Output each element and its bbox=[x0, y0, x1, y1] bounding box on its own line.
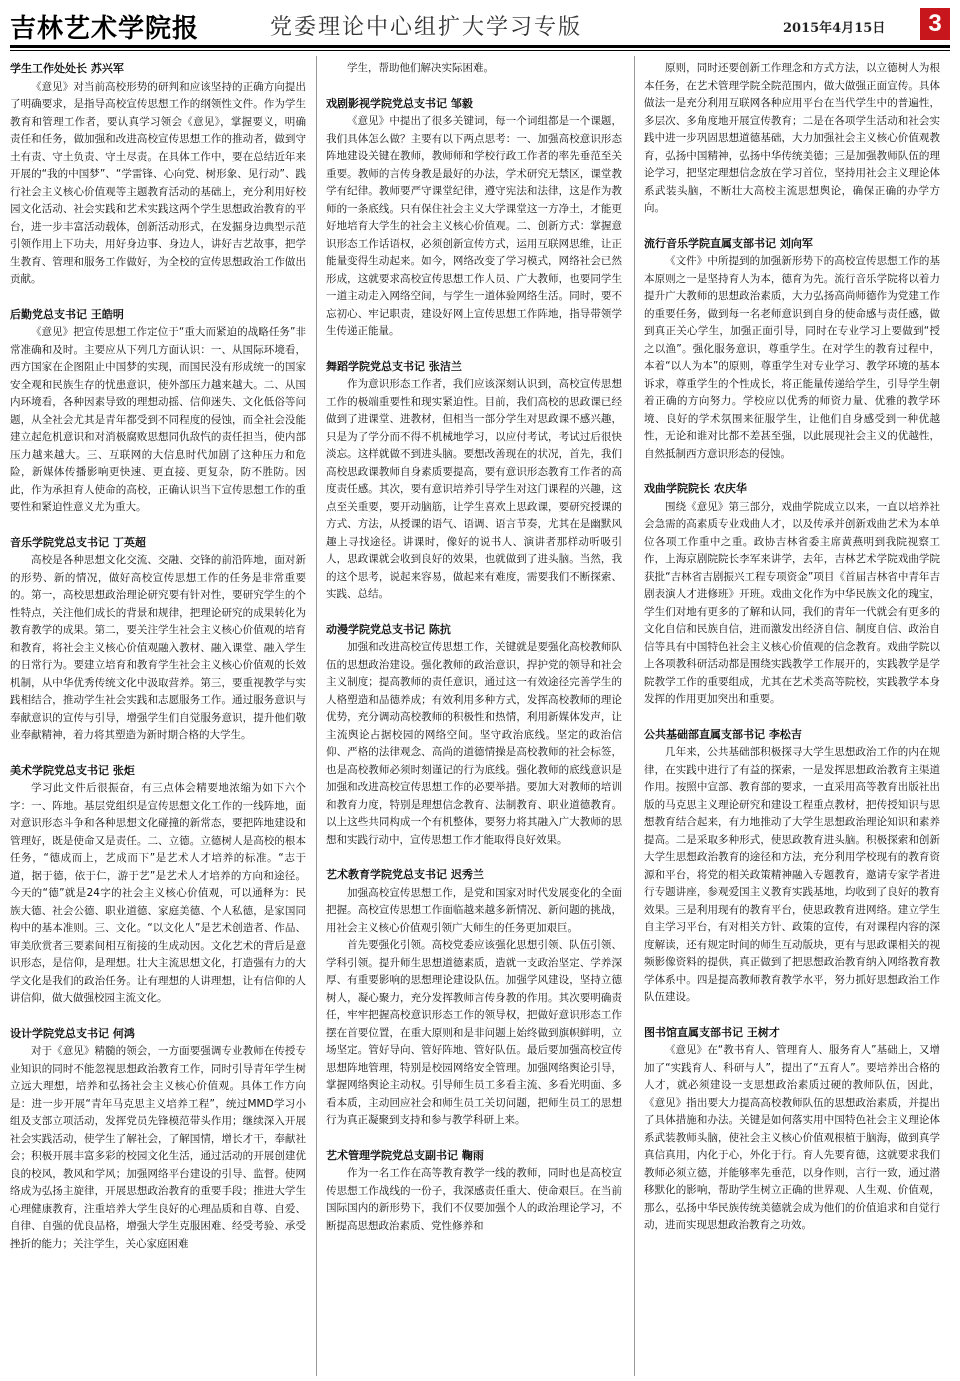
statement-paragraph: 作为意识形态工作者，我们应该深刻认识到，高校宣传思想工作的极端重要性和现实紧迫性。目前，我们高校的思政课已经做到了进课堂、进教材，但相当一部分学生对思政课不感兴趣，只是为了学分而不得不机械地学习，以应付考试，考试过后很快淡忘。这样就做不到进头脑。要想改善现在的状况，首先，我们高校思政课教师自身素质要提高，要有意识形态教育工作者的高度责任感。其次，要有意识培养引导学生对这门课程的兴趣，这点至关重要，要开动脑筋，让学生喜欢上思政课，要研究授课的方式、方法，从授课的语气、语调、语言节奏，尤其在是幽默风趣上寻找途径。讲课时，像好的说书人、演讲者那样动听吸引人，思政课就会收到良好的效果，也就做到了进头脑。当然，我的这个思考，说起来容易，做起来有难度，需要我们不断探索、实践、总结。 bbox=[326, 378, 622, 600]
speaker-heading: 美术学院党总支书记 张炬 bbox=[10, 763, 135, 777]
page-number-badge: 3 bbox=[920, 8, 950, 40]
statement-paragraph: 《意见》在“教书育人、管理育人、服务育人”基础上，又增加了“实践育人、科研与人”，提出了“五育人”。要培养出合格的人才，就必须建设一支思想政治素质过硬的教师队伍，因此，《意见》指出要大力提高高校教师队伍的思想政治素质，并提出了具体措施和办法。关键是如何落实用中国特色社会主义理论体系武装教师头脑，使社会主义核心价值观根植于脑海，做到真学真信真用，内化于心，外化于行。育人先要育德，这就要求我们教师必须立德，并能够率先垂范，以身作则，言行一致，通过潜移默化的影响，帮助学生树立正确的世界观、人生观、价值观，那么，弘扬中华民族传统美德就会成为他们的价值追求和自觉行动，进而实现思想政治教育之功效。 bbox=[644, 1044, 940, 1231]
section-title: 党委理论中心组扩大学习专版 bbox=[270, 15, 583, 40]
statement-paragraph: 围绕《意见》第三部分，戏曲学院成立以来，一直以培养社会急需的高素质专业戏曲人才，以及传承并创新戏曲艺术为本单位各项工作重中之重。政协吉林省委主席黄燕明到我院视察工作，上海京剧院院长李军来讲学，去年，吉林艺术学院戏曲学院获批“吉林省吉剧振兴工程专项资金”项目《首届吉林省中青年吉剧表演人才进修班》开班。戏曲文化作为中华民族文化的瑰宝，学生们对地有更多的了解和认同，我们的青年一代就会有更多的文化自信和民族自信，进而激发出经济自信、制度自信、政治自信等具有中国特色社会主义核心价值观的信念教育。戏曲学院以上各项教科研活动都是围绕实践教学工作展开的，实践教学是学院教学工作的重要组成，尤其在艺术类高等院校，实践教学本身发挥的作用更加突出和重要。 bbox=[644, 500, 940, 705]
issue-date: 2015年4月15日 bbox=[783, 21, 886, 36]
statement-paragraph: 《意见》把宣传思想工作定位于“重大而紧迫的战略任务”非常准确和及时。主要应从下列几方面认识：一、从国际环境看，西方国家在企图阻止中国梦的实现，而国民没有形成统一的国家安全观和民族生存的忧患意识，使外部压力越来越大。二、从国内环境看，各种因素导致的理想动摇、信仰迷失、文化低俗等问题，从全社会尤其是青年都受到不同程度的侵蚀，而全社会没能建立起危机意识和对消极腐败思想同仇敌忾的责任担当，使内部压力越来越大。三、互联网的大信息时代加剧了这种压力和危险，新媒体传播影响更快速、更直接、更复杂，防不胜防。因此，作为承担育人使命的高校，正确认识当下宣传思想工作的重要性和紧迫性意义尤为重大。 bbox=[10, 326, 306, 513]
statement-section bbox=[10, 1025, 306, 1254]
statement-section bbox=[644, 235, 940, 464]
speaker-heading: 艺术教育学院党总支书记 迟秀兰 bbox=[326, 868, 484, 881]
speaker-heading: 流行音乐学院直属支部书记 刘向军 bbox=[644, 236, 813, 250]
statement-paragraph: 加强高校宣传思想工作，是党和国家对时代发展变化的全面把握。高校宣传思想工作面临越来越多新情况、新问题的挑战，用社会主义核心价值观引领广大师生的任务更加艰巨。 bbox=[326, 886, 622, 934]
masthead-rule bbox=[10, 45, 950, 48]
continued-paragraph: 原则，同时还要创新工作理念和方式方法，以立德树人为根本任务，在艺术管理学院全院范围内，做大做强正面宣传。具体做法一是充分利用互联网各种应用平台在当代学生中的普遍性，多层次、多角度地开展宣传教育；二是在各项学生活动和社会实践中进一步巩固思想道德基础，大力加强社会主义核心价值观教育，弘扬中国精神，弘扬中华传统美德；三是加强教师队伍的理论学习，把坚定理想信念放在学习首位，坚持用社会主义理论体系武装头脑，不断壮大高校主流思想舆论，确保正确的办学方向。 bbox=[644, 62, 940, 214]
speaker-heading: 艺术管理学院党总支副书记 鞠雨 bbox=[326, 1148, 484, 1162]
masthead-rule-thin bbox=[10, 50, 950, 51]
statement-section bbox=[10, 306, 306, 517]
statement-paragraph: 首先要强化引领。高校党委应该强化思想引领、队伍引领、学科引领。提升师生思想道德素质，造就一支政治坚定、学养深厚、有重要影响的思想理论建设队伍。加强学风建设，坚持立德树人，凝心聚力，充分发挥教师言传身教的作用。其次要明确责任，牢牢把握高校意识形态工作的领导权，把做好意识形态工作摆在首要位置，在重大原则和是非问题上始终做到旗帜鲜明，立场坚定。管好导向、管好阵地、管好队伍。最后要加强高校宣传思想阵地管理，特别是校园网络安全管理。加强网络舆论引导，掌握网络舆论主动权。引导师生员工多看主流、多看光明面、多看本质，主动回应社会和师生员工关切问题，把师生员工的思想行为真正凝聚到支持和参与教学科研上来。 bbox=[326, 939, 622, 1126]
article-column-1 bbox=[10, 60, 306, 1380]
statement-section bbox=[326, 621, 622, 850]
speaker-heading: 学生工作处处长 苏兴军 bbox=[10, 62, 124, 75]
continued-paragraph: 学生，帮助他们解决实际困难。 bbox=[347, 62, 494, 74]
statement-paragraph: 《文件》中所提到的加强新形势下的高校宣传思想工作的基本原则之一是坚持育人为本，德育为先。流行音乐学院将以着力提升广大教师的思想政治素质，大力弘扬高尚师德作为党建工作的重要任务，做到每一名老师意识到自身的使命感与责任感，做到真正关心学生，加强正面引导，同时在专业学习上要做到“授之以渔”。强化服务意识，尊重学生。在对学生的教育过程中，本着“以人为本”的原则，尊重学生对专业学习、教学环境的基本诉求，尊重学生的个性成长，将正能量传递给学生，引导学生朝着正确的方向努力。学校应以优秀的师资力量、优雅的教学环境、良好的学术氛围来征服学生，让他们自身感受到一种优越性，无论和谁对比都不差甚至强，以此展现社会主义的优越性，自然抵制西方意识形态的侵蚀。 bbox=[644, 255, 940, 460]
statement-section bbox=[326, 95, 622, 341]
statement-section bbox=[644, 726, 940, 1007]
speaker-heading: 舞蹈学院党总支书记 张洁兰 bbox=[326, 359, 462, 373]
statement-paragraph: 对于《意见》精髓的领会，一方面要强调专业教师在传授专业知识的同时不能忽视思想政治教育工作，同时引导青年学生树立远大理想，培养和弘扬社会主义核心价值观。具体工作方向是：进一步开展“青年马克思主义培养工程”，统过MMD学习小组及支部立项活动，发挥党员先锋模范带头作用；继续深入开展社会实践活动，使学生了解社会，了解国情，增长才干，奉献社会；积极开展丰富多彩的校园文化生活，通过活动的开展创建优良的校风，教风和学风；加强网络平台建设的引导、监督。使网络成为弘扬主旋律，开展思想政治教育的重要手段；推进大学生心理健康教育，注重培养大学生良好的心理品质和自尊、自爱、自律、自强的优良品格，增强大学生克服困难、经受考验、承受挫折的能力；关注学生，关心家庭困难 bbox=[10, 1045, 306, 1250]
speaker-heading: 公共基础部直属支部书记 李松吉 bbox=[644, 727, 802, 741]
statement-section bbox=[10, 60, 306, 289]
statement-section bbox=[10, 534, 306, 745]
article-column-3 bbox=[644, 60, 940, 1380]
speaker-heading: 设计学院党总支书记 何鸿 bbox=[10, 1026, 135, 1040]
column-divider bbox=[634, 56, 635, 1376]
speaker-heading: 图书馆直属支部书记 王树才 bbox=[644, 1025, 780, 1039]
speaker-heading: 音乐学院党总支书记 丁英超 bbox=[10, 535, 146, 549]
statement-section bbox=[644, 1024, 940, 1235]
statement-paragraph: 加强和改进高校宣传思想工作，关键就是要强化高校教师队伍的思想政治建设。强化教师的政治意识，捍护党的领导和社会主义制度；提高教师的责任意识，通过这一有效途径完善学生的人格塑造和品德养成；有效利用多种方式，发挥高校教师的理论优势，充分调动高校教师的积极性和热情，利用新媒体发声，让主流舆论占据校园的网络空间。坚守政治底线。坚定的政治信仰、严格的法律观念、高尚的道德情操是高校教师的社会标签，也是高校教师必须时刻谨记的行为底线。强化教师的底线意识是加强和改进高校宣传思想工作的必要举措。要加大对教师的培训和教育力度，特别是理想信念教育、法制教育、职业道德教育。以上这些共同构成一个有机整体，要努力将其融入广大教师的思想和实践行动中，宣传思想工作才能取得良好效果。 bbox=[326, 641, 622, 846]
speaker-heading: 戏剧影视学院党总支书记 邹毅 bbox=[326, 96, 473, 110]
statement-section bbox=[10, 762, 306, 1008]
newspaper-name: 吉林艺术学院报 bbox=[10, 14, 200, 44]
speaker-heading: 动漫学院党总支书记 陈抗 bbox=[326, 622, 451, 636]
statement-paragraph: 学习此文件后很振奋，有三点体会精要地浓缩为如下六个字：一、阵地。基层党组织是宣传思想文化工作的一线阵地，面对意识形态斗争和各种思想文化碰撞的新常态，要把阵地建设和管理好，既是使命又是责任。二、立德。立德树人是高校的根本任务，“德成而上，艺成而下”是艺术人才培养的标准。“志于道，据于德，依于仁，游于艺”是艺术人才培养的方向和途径。今天的“德”就是24字的社会主义核心价值观，可以通释为：民族大德、社会公德、职业道德、家庭美德、个人私德，是家国同构中的基本准则。三、文化。“以文化人”是艺术创造者、作品、审美欣赏者三要素间相互衔接的生成动因。文化艺术的背后是意识形态，是信仰，是理想。壮大主流思想文化，打造强有力的大学文化是我们的政治任务。让有理想的人讲理想，让有信仰的人讲信仰，做大做强校园主流文化。 bbox=[10, 782, 306, 1004]
statement-paragraph: 《意见》对当前高校形势的研判和应该坚持的正确方向提出了明确要求，是指导高校宣传思想工作的纲领性文件。作为学生教育和管理工作者，要认真学习领会《意见》，掌握要义，明确责任和任务，做加强和改进高校宣传思想工作的推动者，做到守土有责、守土负责、守土尽责。在具体工作中，要在总结近年来开展的“我的中国梦”、“学雷锋、心向党、树形象、见行动”、践行社会主义核心价值观等主题教育活动的基础上，充分利用好校园文化活动、社会实践和艺术实践这两个学生思想政治教育的平台，进一步丰富活动载体，创新活动形式，在发掘身边典型示范引领作用上下功夫，用好身边事、身边人，讲好吉艺故事，把学生教育、管理和服务工作做好，为全校的宣传思想政治工作做出贡献。 bbox=[10, 80, 306, 285]
statement-paragraph: 《意见》中提出了很多关键词，每一个词组都是一个课题，我们具体怎么做？主要有以下两点思考：一、加强高校意识形态阵地建设关键在教师，教师师和学校行政工作者的率先垂范至关重要。教师的言传身教是最好的办法，学术研究无禁区，课堂教学有纪律。教师要严守课堂纪律，遵守宪法和法律，这是作为教师的一条底线。只有保住社会主义大学课堂这一方净土，才能更好地培育大学生的社会主义核心价值观。二、创新方式：掌握意识形态工作话语权，必须创新宣传方式，运用互联网思维，让正能量变得生动起来。如今，网络改变了学习模式，网络社会已然形成，这就要求高校宣传思想工作人员、广大教师，也要同学生一道主动走入网络空间，与学生一道体验网络生活。同时，要不忘初心、牢记职责，建设好网上宣传思想工作阵地，指导带领学生传递正能量。 bbox=[326, 115, 622, 337]
speaker-heading: 戏曲学院院长 农庆华 bbox=[644, 482, 747, 495]
statement-paragraph: 作为一名工作在高等教育教学一线的教师，同时也是高校宣传思想工作战线的一份子，我深感责任重大、使命艰巨。在当前国际国内的新形势下，我们不仅要加强个人的政治理论学习，不断提高思想政治素质、党性修养和 bbox=[326, 1167, 622, 1232]
statement-paragraph: 几年来，公共基础部积极探寻大学生思想政治工作的内在规律，在实践中进行了有益的探索，一是发挥思想政治教育主渠道作用。按照中宣部、教育部的要求，一直采用高等教育出版社出版的马克思主义理论研究和建设工程重点教材，把传授知识与思想教育结合起来，有力地推动了大学生思想政治理论知识和素养提高。二是采取多种形式，使思政教育进头脑。积极探索和创新大学生思想政治教育的途径和方法，充分利用学校现有的教育资源和平台，将党的相关政策精神融入专题教育，邀请专家学者进行专题讲座，参观爱国主义教育实践基地，均收到了良好的教育效果。三是利用现有的教育平台，使思政教育进网络。建立学生自主学习平台，有对相关方针、政策的宣传，有对课程内容的深度解读，还有规定时间的师生互动版块，更有与思政课相关的视频影像资料的提供，真正做到了把思想政治教育纳入网络教育教学体系中。四是提高教师教育教学水平，努力抓好思想政治工作队伍建设。 bbox=[644, 746, 940, 1003]
statement-section bbox=[326, 358, 622, 604]
statement-section bbox=[326, 1147, 622, 1236]
article-column-2 bbox=[326, 60, 622, 1380]
speaker-heading: 后勤党总支书记 王皓明 bbox=[10, 307, 124, 321]
statement-section bbox=[644, 480, 940, 709]
column-divider bbox=[316, 56, 317, 1376]
masthead bbox=[0, 0, 960, 50]
statement-section bbox=[326, 866, 622, 1130]
statement-paragraph: 高校是各种思想文化交流、交融、交锋的前沿阵地，面对新的形势、新的情况，做好高校宣传思想工作的任务是非常重要的。第一，高校思想政治理论研究要有针对性，要研究学生的个性特点，关注他们成长的背景和规律，把理论研究的成果转化为教育教学的成果。第二，要关注学生社会主义核心价值观的培育和教育，将社会主义核心价值观融入教材、融入课堂、融入学生的日常行为。要建立培育和教育学生社会主义核心价值观的长效机制，从中华优秀传统文化中汲取营养。第三，要重视教学与实践相结合，推动学生社会实践和志愿服务工作。通过服务意识与奉献意识的宣传与引导，增强学生们自觉服务意识，提升他们敬业奉献精神，着力将其塑造为新时期合格的大学生。 bbox=[10, 554, 306, 741]
